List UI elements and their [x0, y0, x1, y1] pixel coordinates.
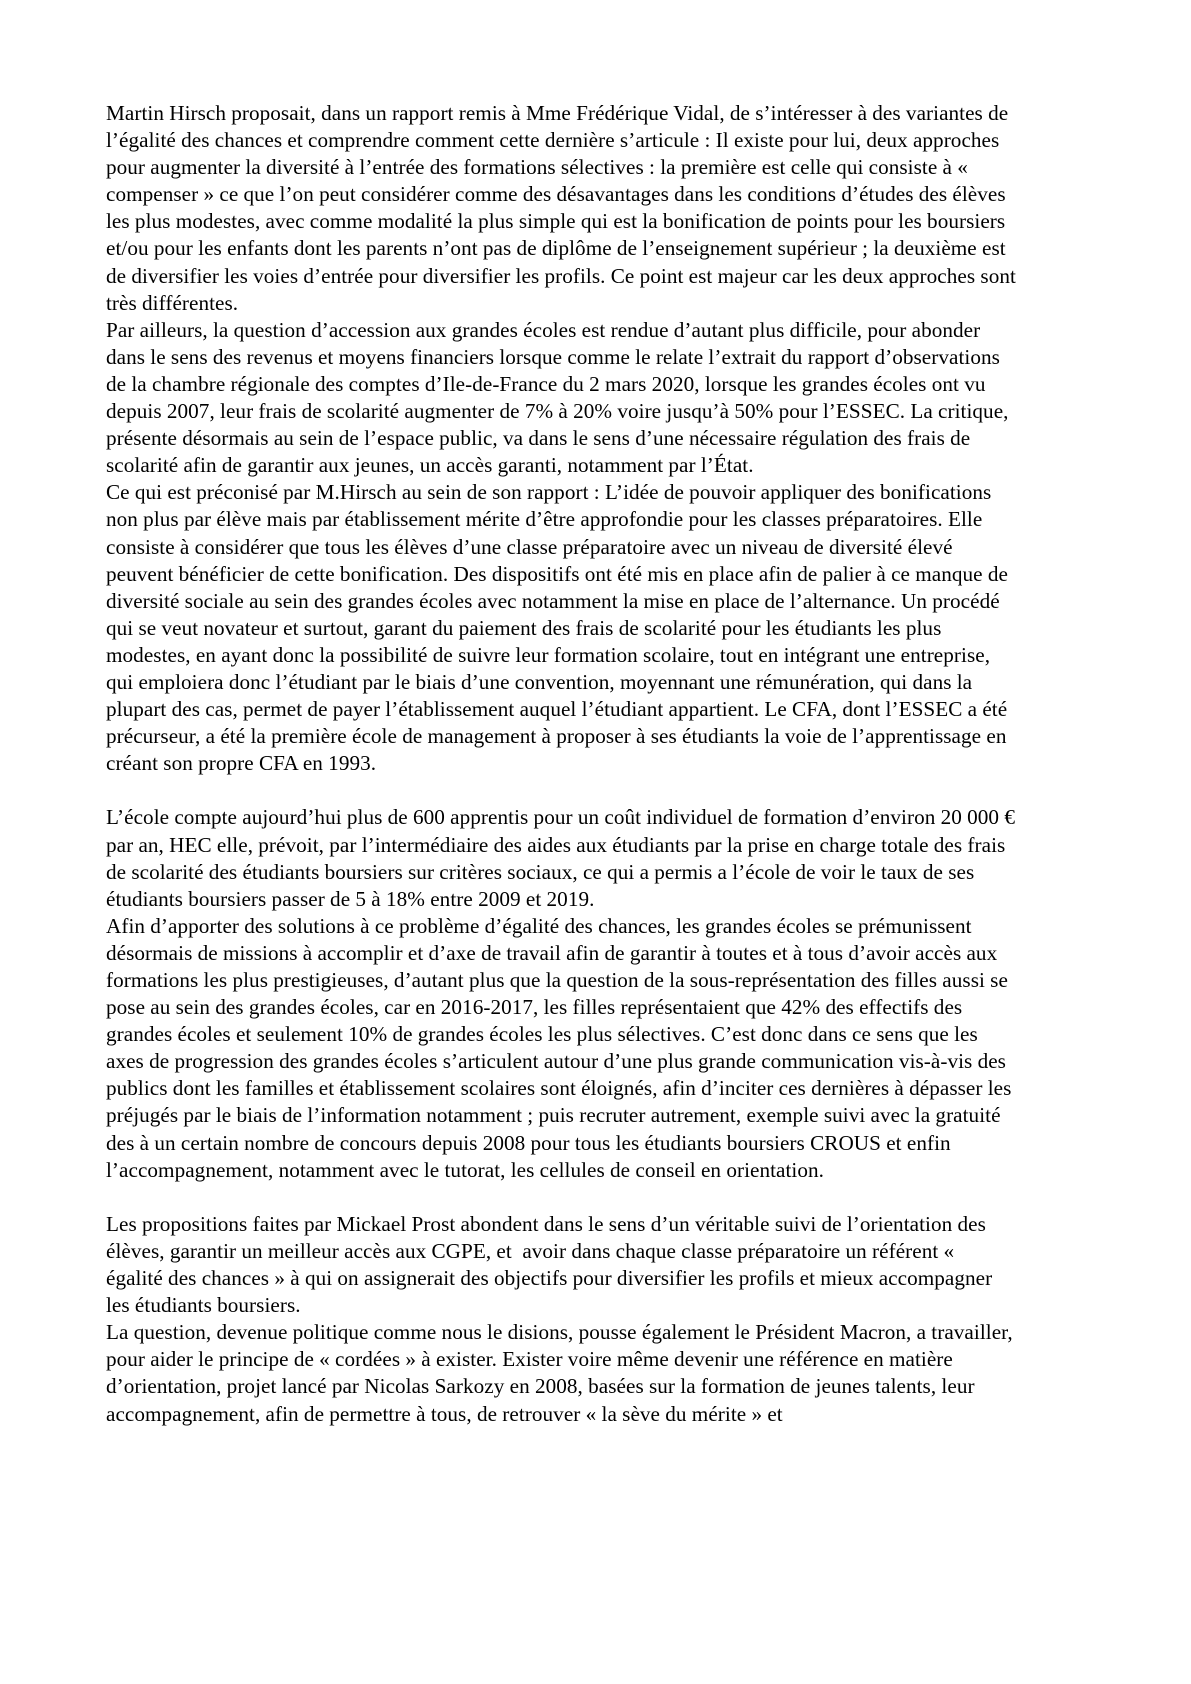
paragraph-2: Par ailleurs, la question d’accession aux grandes écoles est rendue d’autant plus difficile, pour abonder dans le sens des revenus et moyens financiers lorsque comme le relate l’extrait du rapport d’observations de la chambre régionale des comptes d’Ile-de-France du 2 mars 2020, lorsque les grandes écoles ont vu depuis 2007, leur frais de scolarité augmenter de 7% à 20% voire jusqu’à 50% pour l’ESSEC. La critique, présente désormais au sein de l’espace public, va dans le sens d’une nécessaire régulation des frais de scolarité afin de garantir aux jeunes, un accès garanti, notamment par l’État. [106, 317, 1014, 478]
blank-line-2 [106, 1184, 1016, 1211]
paragraph-7: La question, devenue politique comme nous le disions, pousse également le Président Macron, a travailler, pour aider le principe de « cordées » à exister. Exister voire même devenir une référence en matière d’orientation, projet lancé par Nicolas Sarkozy en 2008, basées sur la formation de jeunes talents, leur accompagnement, afin de permettre à tous, de retrouver « la sève du mérite » et [106, 1320, 1019, 1426]
paragraph-5: Afin d’apporter des solutions à ce problème d’égalité des chances, les grandes écoles se prémunissent désormais de missions à accomplir et d’axe de travail afin de garantir à toutes et à tous d’avoir accès aux formations les plus prestigieuses, d’autant plus que la question de la sous-représentation des filles aussi se pose au sein des grandes écoles, car en 2016-2017, les filles représentaient que 42% des effectifs des grandes écoles et seulement 10% de grandes écoles les plus sélectives. C’est donc dans ce sens que les axes de progression des grandes écoles s’articulent autour d’une plus grande communication vis-à-vis des publics dont les familles et établissement scolaires sont éloignés, afin d’inciter ces dernières à dépasser les préjugés par le biais de l’information notamment ; puis recruter autrement, exemple suivi avec la gratuité des à un certain nombre de concours depuis 2008 pour tous les étudiants boursiers CROUS et enfin l’accompagnement, notamment avec le tutorat, les cellules de conseil en orientation. [106, 913, 1017, 1182]
paragraph-1: Martin Hirsch proposait, dans un rapport remis à Mme Frédérique Vidal, de s’intéresser à des variantes de l’égalité des chances et comprendre comment cette dernière s’articule : Il existe pour lui, deux approches pour augmenter la diversité à l’entrée des formations sélectives : la première est celle qui consiste à « compenser » ce que l’on peut considérer comme des désavantages dans les conditions d’études des élèves les plus modestes, avec comme modalité la plus simple qui est la bonification de points pour les boursiers et/ou pour les enfants dont les parents n’ont pas de diplôme de l’enseignement supérieur ; la deuxième est de diversifier les voies d’entrée pour diversifier les profils. Ce point est majeur car les deux approches sont très différentes. [106, 101, 1022, 315]
paragraph-3: Ce qui est préconisé par M.Hirsch au sein de son rapport : L’idée de pouvoir appliquer des bonifications non plus par élève mais par établissement mérite d’être approfondie pour les classes préparatoires. Elle consiste à considérer que tous les élèves d’une classe préparatoire avec un niveau de diversité élevé peuvent bénéficier de cette bonification. Des dispositifs ont été mis en place afin de palier à ce manque de diversité sociale au sein des grandes écoles avec notamment la mise en place de l’alternance. Un procédé qui se veut novateur et surtout, garant du paiement des frais de scolarité pour les étudiants les plus modestes, en ayant donc la possibilité de suivre leur formation scolaire, tout en intégrant une entreprise, qui emploiera donc l’étudiant par le biais d’une convention, moyennant une rémunération, qui dans la plupart des cas, permet de payer l’établissement auquel l’étudiant appartient. Le CFA, dont l’ESSEC a été précurseur, a été la première école de management à proposer à ses étudiants la voie de l’apprentissage en créant son propre CFA en 1993. [106, 480, 1014, 776]
paragraph-4: L’école compte aujourd’hui plus de 600 apprentis pour un coût individuel de formation d’environ 20 000 € par an, HEC elle, prévoit, par l’intermédiaire des aides aux étudiants par la prise en charge totale des frais de scolarité des étudiants boursiers sur critères sociaux, ce qui a permis a l’école de voir le taux de ses étudiants boursiers passer de 5 à 18% entre 2009 et 2019. [106, 805, 1021, 911]
document-text-body [106, 100, 1022, 1428]
blank-line-1 [106, 777, 1016, 804]
paragraph-6: Les propositions faites par Mickael Prost abondent dans le sens d’un véritable suivi de l’orientation des élèves, garantir un meilleur accès aux CGPE, et avoir dans chaque classe préparatoire un référent « égalité des chances » à qui on assignerait des objectifs pour diversifier les profils et mieux accompagner les étudiants boursiers. [106, 1211, 998, 1318]
